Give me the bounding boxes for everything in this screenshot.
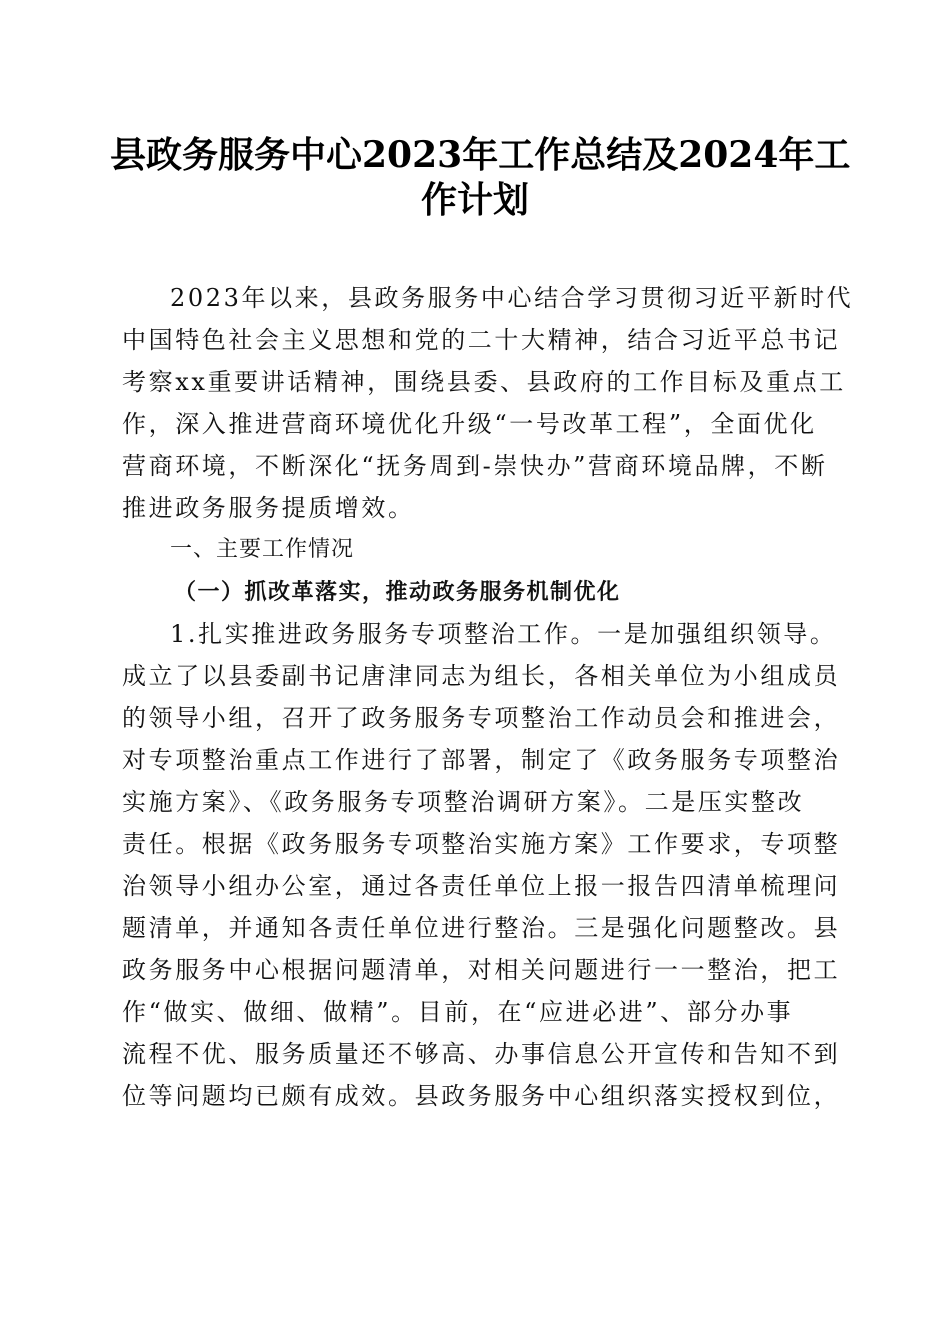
text-line: 1.扎实推进政务服务专项整治工作。一是加强组织领导。 xyxy=(170,620,837,648)
heading-reform: （一）抓改革落实，推动政务服务机制优化 xyxy=(174,579,621,605)
text-line: 营商环境，不断深化“抚务周到-崇快办”营商环境品牌，不断 xyxy=(122,452,828,480)
text-line: 对专项整治重点工作进行了部署，制定了《政务服务专项整治 xyxy=(122,746,841,774)
text-line: 流程不优、服务质量还不够高、办事信息公开宣传和告知不到 xyxy=(122,1040,841,1068)
subsection-heading xyxy=(122,571,832,613)
text-line: 实施方案》、《政务服务专项整治调研方案》。二是压实整改 xyxy=(122,788,805,816)
text-line: 政务服务中心根据问题清单，对相关问题进行一一整治，把工 xyxy=(122,956,841,984)
title-line: 县政务服务中心2023年工作总结及2024年工 xyxy=(110,134,851,176)
body-paragraph xyxy=(122,613,841,1117)
text-line: 作“做实、做细、做精”。目前，在“应进必进”、部分办事 xyxy=(122,998,794,1026)
text-line: 推进政务服务提质增效。 xyxy=(122,494,415,522)
section-heading xyxy=(122,529,832,571)
text-line: 题清单，并通知各责任单位进行整治。三是强化问题整改。县 xyxy=(122,914,841,942)
text-line: 位等问题均已颇有成效。县政务服务中心组织落实授权到位， xyxy=(122,1082,841,1110)
document-title xyxy=(110,133,851,223)
text-line: 考察xx重要讲话精神，围绕县委、县政府的工作目标及重点工 xyxy=(122,368,846,396)
heading-main-work: 一、主要工作情况 xyxy=(170,537,355,562)
text-line: 的领导小组，召开了政务服务专项整治工作动员会和推进会， xyxy=(122,704,841,732)
intro-paragraph xyxy=(122,277,854,529)
text-line: 作，深入推进营商环境优化升级“一号改革工程”，全面优化 xyxy=(122,410,817,438)
text-line: 责任。根据《政务服务专项整治实施方案》工作要求，专项整 xyxy=(122,830,841,858)
text-line: 中国特色社会主义思想和党的二十大精神，结合习近平总书记 xyxy=(122,326,841,354)
text-line: 成立了以县委副书记唐津同志为组长，各相关单位为小组成员 xyxy=(122,662,841,690)
document-body xyxy=(122,277,854,1117)
text-line: 治领导小组办公室，通过各责任单位上报一报告四清单梳理问 xyxy=(122,872,841,900)
text-line: 2023年以来，县政务服务中心结合学习贯彻习近平新时代 xyxy=(170,284,854,312)
title-line: 作计划 xyxy=(420,179,529,221)
